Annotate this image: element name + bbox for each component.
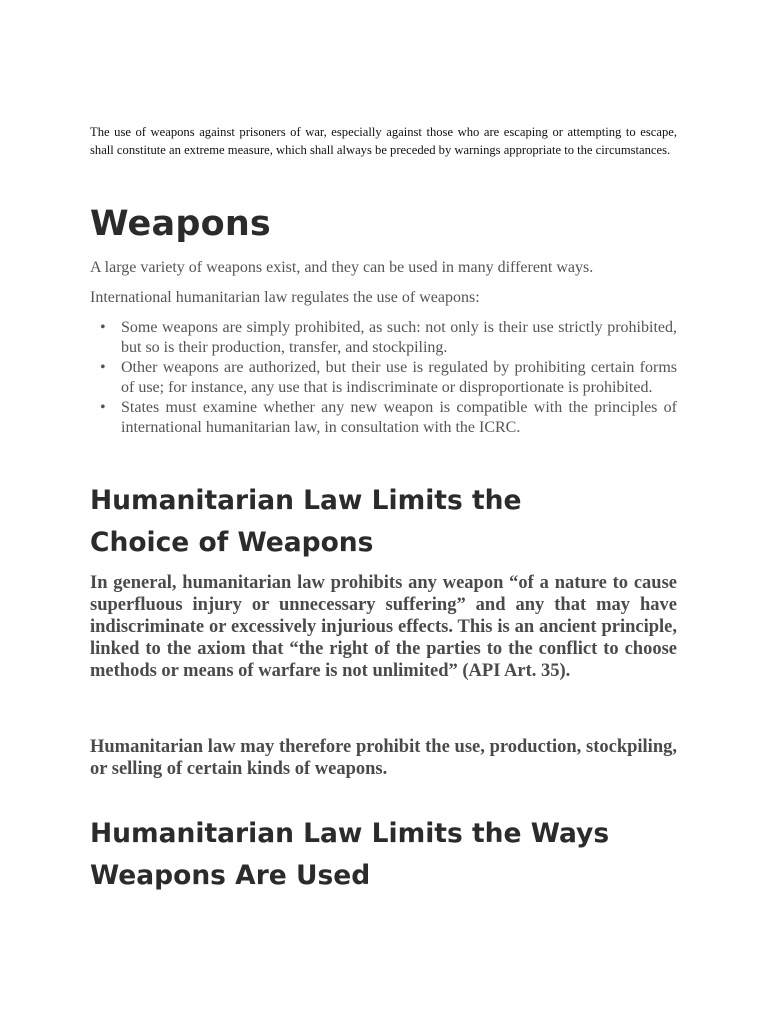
weapons-bullet-list (90, 318, 677, 438)
list-item (90, 398, 677, 438)
weapons-paragraph-1: A large variety of weapons exist, and they can be used in many different ways. (90, 259, 594, 276)
weapons-paragraph-2: International humanitarian law regulates the use of weapons: (90, 289, 480, 306)
weapons-heading: Weapons (90, 204, 271, 244)
choice-paragraph-2: Humanitarian law may therefore prohibit the use, production, stockpiling, or selling of certain kinds of weapons. (90, 737, 677, 779)
list-item (90, 318, 677, 358)
choice-of-weapons-heading (90, 480, 677, 564)
list-item-text: States must examine whether any new weapon is compatible with the principles of international humanitarian law, in consultation with the ICRC. (121, 399, 677, 436)
choice-paragraph-1: In general, humanitarian law prohibits any weapon “of a nature to cause superfluous injury or unnecessary suffering” and any that may have indiscriminate or excessively injurious effects. This is an ancient principle, linked to the axiom that “the right of the parties to the conflict to choose methods or means of warfare is not unlimited” (API Art. 35). (90, 573, 677, 681)
bullet-icon: • (100, 359, 106, 376)
list-item-text: Some weapons are simply prohibited, as such: not only is their use strictly prohibited, but so is their production, transfer, and stockpiling. (121, 319, 677, 356)
heading-line: Humanitarian Law Limits the (90, 485, 522, 516)
heading-line: Weapons Are Used (90, 860, 371, 891)
intro-paragraph: The use of weapons against prisoners of war, especially against those who are escaping or attempting to escape, shall constitute an extreme measure, which shall always be preceded by warnings appropriate to the circumstances. (90, 125, 677, 157)
list-item-text: Other weapons are authorized, but their use is regulated by prohibiting certain forms of use; for instance, any use that is indiscriminate or disproportionate is prohibited. (121, 359, 677, 396)
bullet-icon: • (100, 319, 106, 336)
bullet-icon: • (100, 399, 106, 416)
heading-line: Choice of Weapons (90, 527, 374, 558)
ways-weapons-used-heading (90, 813, 677, 897)
heading-line: Humanitarian Law Limits the Ways (90, 818, 610, 849)
list-item (90, 358, 677, 398)
